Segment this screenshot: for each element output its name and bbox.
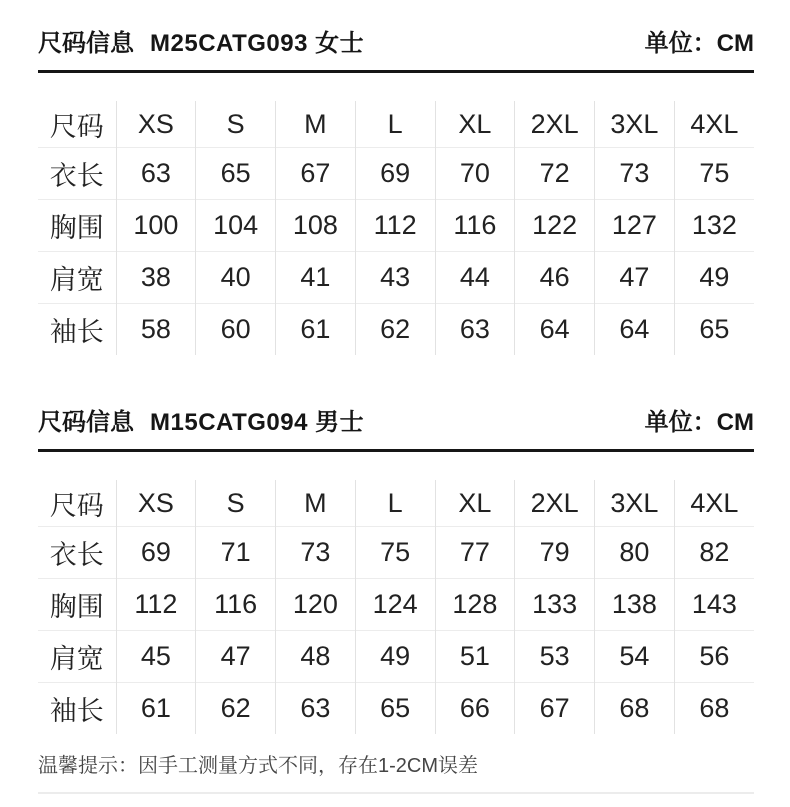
measure-value: 41 (276, 252, 356, 304)
column-header: M (276, 101, 356, 148)
column-header: XS (116, 101, 196, 148)
measure-value: 46 (515, 252, 595, 304)
size-chart-women (38, 30, 754, 355)
row-label: 肩宽 (38, 631, 116, 683)
women-chart-title (38, 30, 364, 58)
measure-value: 72 (515, 148, 595, 200)
row-label: 肩宽 (38, 252, 116, 304)
measure-value: 61 (276, 304, 356, 356)
row-label: 胸围 (38, 579, 116, 631)
column-header: 2XL (515, 101, 595, 148)
measure-value: 138 (595, 579, 675, 631)
column-header: M (276, 480, 356, 527)
measure-value: 143 (674, 579, 754, 631)
table-row (38, 527, 754, 579)
column-header: L (355, 480, 435, 527)
measure-value: 38 (116, 252, 196, 304)
row-label: 袖长 (38, 683, 116, 735)
measure-value: 116 (196, 579, 276, 631)
column-header: 3XL (595, 480, 675, 527)
measure-value: 44 (435, 252, 515, 304)
measure-value: 63 (116, 148, 196, 200)
measurement-note: 温馨提示：因手工测量方式不同，存在1-2CM误差 (38, 755, 479, 777)
measure-value: 65 (196, 148, 276, 200)
measure-value: 43 (355, 252, 435, 304)
measure-value: 124 (355, 579, 435, 631)
table-row (38, 579, 754, 631)
measure-value: 48 (276, 631, 356, 683)
table-row (38, 304, 754, 356)
table-row (38, 148, 754, 200)
table-row (38, 631, 754, 683)
women-chart-header (38, 30, 754, 58)
measure-value: 53 (515, 631, 595, 683)
bottom-divider (38, 792, 754, 794)
measure-value: 128 (435, 579, 515, 631)
measure-value: 66 (435, 683, 515, 735)
measure-value: 108 (276, 200, 356, 252)
measure-value: 127 (595, 200, 675, 252)
unit-label: 单位：CM (644, 30, 754, 57)
column-header: 尺码 (38, 480, 116, 527)
men-chart-title (38, 409, 364, 437)
measure-value: 75 (355, 527, 435, 579)
column-header: 2XL (515, 480, 595, 527)
column-header: 4XL (690, 487, 739, 518)
table-row (38, 200, 754, 252)
unit-label: 单位：CM (644, 409, 754, 436)
measure-value: 116 (435, 200, 515, 252)
row-label: 衣长 (38, 148, 116, 200)
measure-value: 64 (515, 304, 595, 356)
measure-value: 65 (674, 304, 754, 356)
measure-value: 70 (435, 148, 515, 200)
row-label: 衣长 (38, 527, 116, 579)
measure-value: 47 (595, 252, 675, 304)
measure-value: 64 (595, 304, 675, 356)
chart-title-model: M15CATG094 男士 (150, 409, 365, 436)
measure-value: 68 (674, 683, 754, 735)
measure-value: 75 (674, 148, 754, 200)
column-header: L (355, 101, 435, 148)
measure-value: 45 (116, 631, 196, 683)
measure-value: 62 (355, 304, 435, 356)
measure-value: 67 (515, 683, 595, 735)
women-size-table (38, 101, 754, 355)
measure-value: 100 (116, 200, 196, 252)
row-label: 胸围 (38, 200, 116, 252)
measure-value: 65 (355, 683, 435, 735)
size-chart-men (38, 409, 754, 734)
measure-value: 67 (276, 148, 356, 200)
measure-value: 82 (674, 527, 754, 579)
measure-value: 79 (515, 527, 595, 579)
measure-value: 71 (196, 527, 276, 579)
measure-value: 73 (595, 148, 675, 200)
measure-value: 132 (674, 200, 754, 252)
column-header: XL (435, 480, 515, 527)
measure-value: 40 (196, 252, 276, 304)
measure-value: 60 (196, 304, 276, 356)
measure-value: 80 (595, 527, 675, 579)
measure-value: 47 (196, 631, 276, 683)
column-header: 4XL (690, 108, 739, 139)
measure-value: 120 (276, 579, 356, 631)
table-row (38, 683, 754, 735)
column-header: XS (116, 480, 196, 527)
table-row (38, 252, 754, 304)
measure-value: 69 (116, 527, 196, 579)
measure-value: 62 (196, 683, 276, 735)
measure-value: 112 (355, 200, 435, 252)
column-header: S (196, 480, 276, 527)
men-size-table (38, 480, 754, 734)
men-chart-header (38, 409, 754, 437)
measure-value: 54 (595, 631, 675, 683)
measure-value: 51 (435, 631, 515, 683)
measure-value: 133 (515, 579, 595, 631)
measure-value: 61 (116, 683, 196, 735)
measure-value: 63 (276, 683, 356, 735)
column-header: S (196, 101, 276, 148)
measure-value: 68 (595, 683, 675, 735)
measure-value: 63 (435, 304, 515, 356)
title-divider (38, 70, 754, 73)
measure-value: 104 (196, 200, 276, 252)
measure-value: 58 (116, 304, 196, 356)
measure-value: 49 (355, 631, 435, 683)
measure-value: 112 (116, 579, 196, 631)
table-header-row (38, 480, 754, 527)
chart-title-prefix: 尺码信息 (38, 409, 134, 436)
chart-title-prefix: 尺码信息 (38, 30, 134, 57)
title-divider (38, 449, 754, 452)
column-header: 尺码 (38, 101, 116, 148)
measure-value: 77 (435, 527, 515, 579)
row-label: 袖长 (38, 304, 116, 356)
table-header-row (38, 101, 754, 148)
measure-value: 69 (355, 148, 435, 200)
measure-value: 56 (674, 631, 754, 683)
column-header: XL (435, 101, 515, 148)
measure-value: 73 (276, 527, 356, 579)
measure-value: 49 (674, 252, 754, 304)
measure-value: 122 (515, 200, 595, 252)
chart-title-model: M25CATG093 女士 (150, 30, 365, 57)
column-header: 3XL (595, 101, 675, 148)
